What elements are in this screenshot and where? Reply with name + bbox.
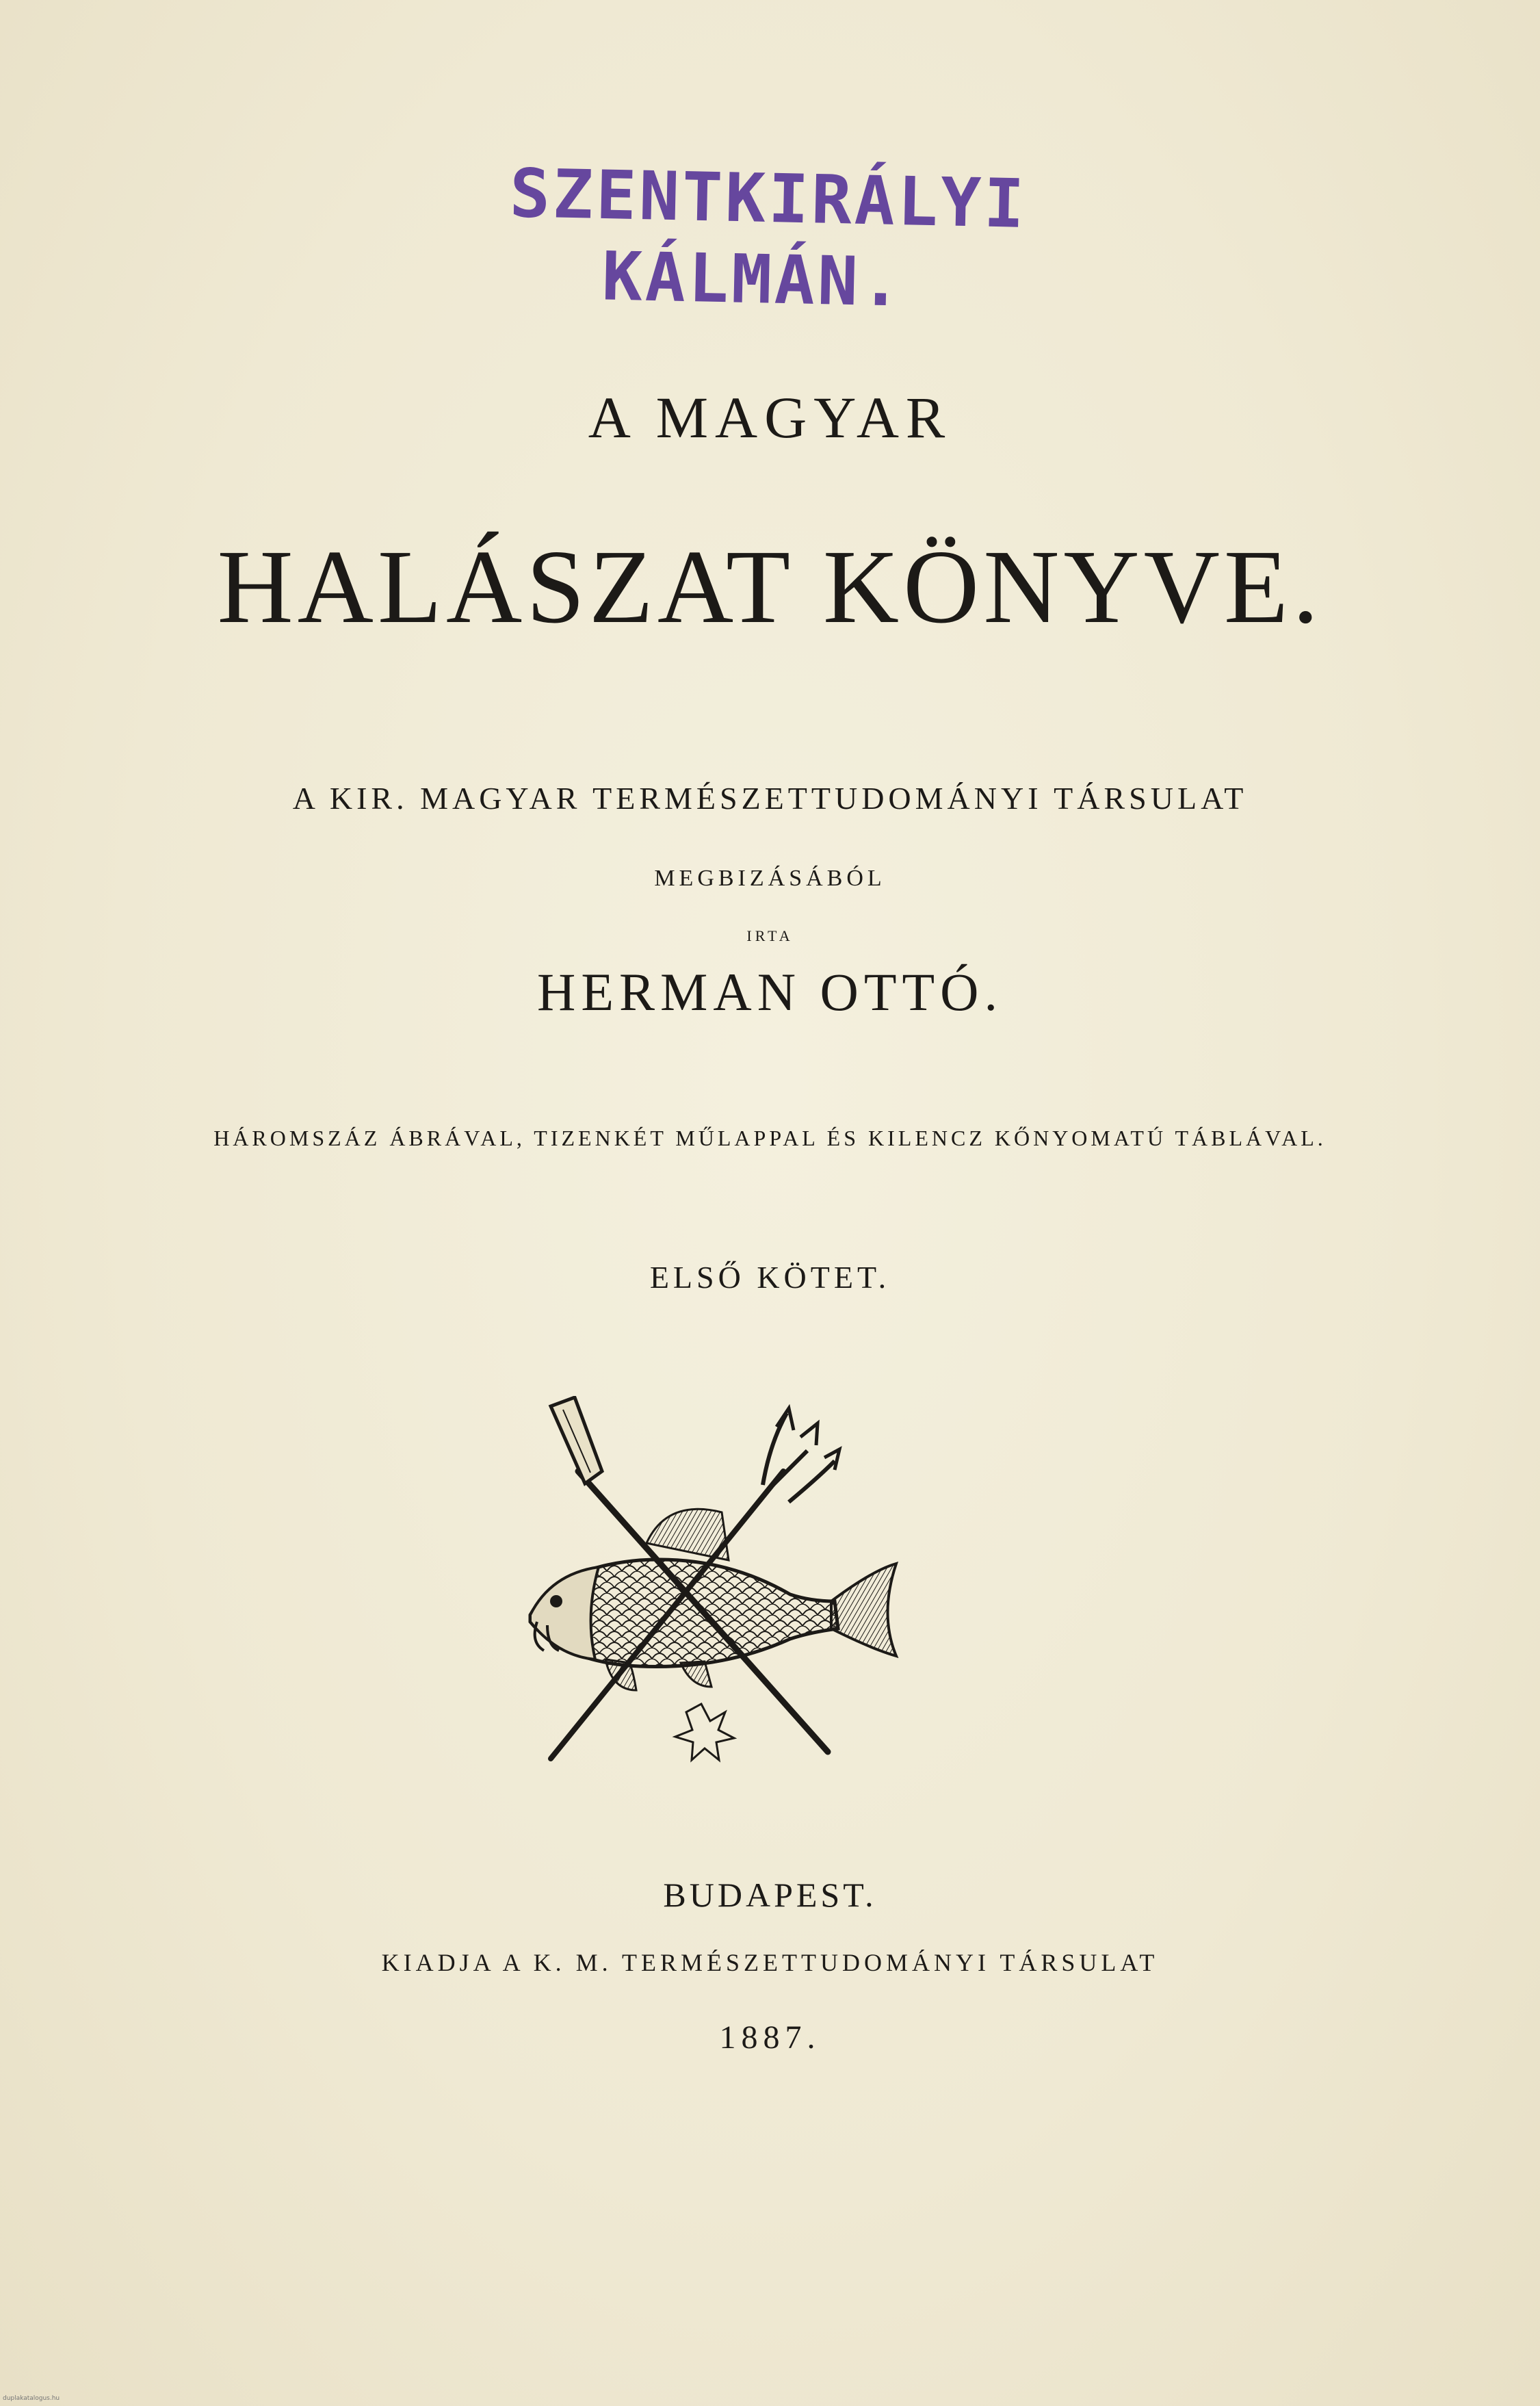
book-title: HALÁSZAT KÖNYVE. xyxy=(217,529,1323,645)
illustrations-note: HÁROMSZÁZ ÁBRÁVAL, TIZENKÉT MŰLAPPAL ÉS KILENCZ KŐNYOMATÚ TÁBLÁVAL. xyxy=(213,1126,1327,1150)
society-name: A KIR. MAGYAR TERMÉSZETTUDOMÁNYI TÁRSULAT xyxy=(292,781,1248,816)
volume-label: ELSŐ KÖTET. xyxy=(649,1260,891,1295)
ownership-stamp-line1: SZENTKIRÁLYI xyxy=(508,155,1028,244)
author-name: HERMAN OTTÓ. xyxy=(537,962,1003,1022)
imprint-year: 1887. xyxy=(719,2019,821,2056)
ownership-stamp-line2: KÁLMÁN. xyxy=(601,237,905,322)
wrote-by-label: IRTA xyxy=(746,927,794,944)
imprint-publisher: KIADJA A K. M. TERMÉSZETTUDOMÁNYI TÁRSULAT xyxy=(381,1949,1159,1976)
source-watermark: duplakatalogus.hu xyxy=(3,2395,60,2402)
imprint-place: BUDAPEST. xyxy=(663,1876,877,1914)
title-prefix: A MAGYAR xyxy=(588,385,952,450)
star-ornament-icon xyxy=(675,1704,734,1760)
carp-icon xyxy=(530,1560,896,1690)
commission-text: MEGBIZÁSÁBÓL xyxy=(654,866,886,891)
fish-oar-trident-icon xyxy=(517,1396,941,1765)
